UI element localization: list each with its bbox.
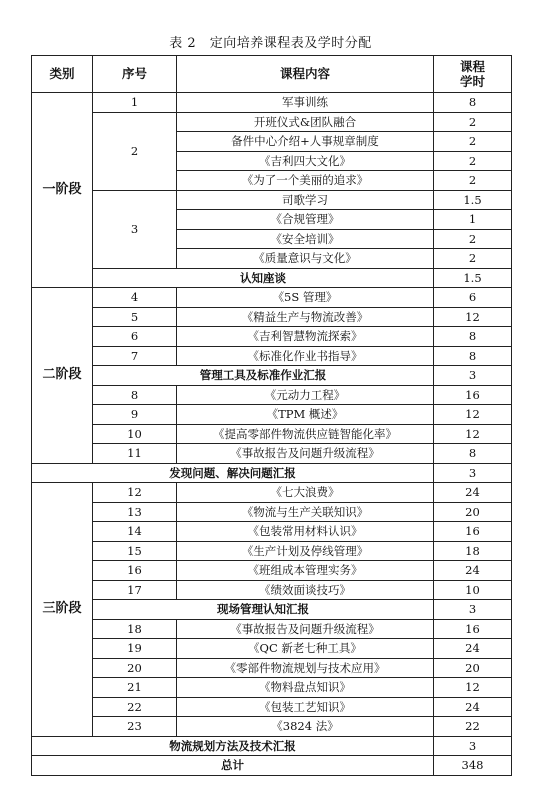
table-row	[32, 93, 512, 113]
hours-cell: 24	[434, 697, 512, 717]
total-hours: 348	[434, 756, 512, 776]
seq-cell: 6	[93, 327, 177, 347]
hours-cell: 12	[434, 678, 512, 698]
course-name: 《班组成本管理实务》	[177, 561, 434, 581]
course-name: 《3824 法》	[177, 717, 434, 737]
table-row	[32, 522, 512, 542]
course-name: 《TPM 概述》	[177, 405, 434, 425]
summary-row	[32, 463, 512, 483]
course-name: 军事训练	[177, 93, 434, 113]
table-row	[32, 639, 512, 659]
course-name: 司歌学习	[177, 190, 434, 210]
seq-cell: 21	[93, 678, 177, 698]
summary-name: 发现问题、解决问题汇报	[32, 463, 434, 483]
table-row	[32, 288, 512, 308]
hours-cell: 6	[434, 288, 512, 308]
header-hours: 课程 学时	[434, 56, 512, 93]
seq-cell: 1	[93, 93, 177, 113]
summary-row	[32, 366, 512, 386]
total-row	[32, 756, 512, 776]
course-name: 《包装工艺知识》	[177, 697, 434, 717]
seq-cell: 11	[93, 444, 177, 464]
hours-cell: 18	[434, 541, 512, 561]
hours-cell: 3	[434, 736, 512, 756]
table-row	[32, 346, 512, 366]
summary-name: 管理工具及标准作业汇报	[93, 366, 434, 386]
course-name: 《元动力工程》	[177, 385, 434, 405]
seq-cell: 23	[93, 717, 177, 737]
hours-cell: 24	[434, 639, 512, 659]
hours-cell: 8	[434, 346, 512, 366]
seq-cell: 10	[93, 424, 177, 444]
course-name: 《质量意识与文化》	[177, 249, 434, 269]
hours-cell: 3	[434, 463, 512, 483]
course-name: 《零部件物流规划与技术应用》	[177, 658, 434, 678]
course-name: 开班仪式&团队融合	[177, 112, 434, 132]
seq-cell: 9	[93, 405, 177, 425]
hours-cell: 10	[434, 580, 512, 600]
hours-cell: 2	[434, 249, 512, 269]
seq-cell: 17	[93, 580, 177, 600]
seq-cell: 16	[93, 561, 177, 581]
course-name: 《包装常用材料认识》	[177, 522, 434, 542]
hours-cell: 2	[434, 132, 512, 152]
course-name: 《事故报告及问题升级流程》	[177, 444, 434, 464]
course-name: 《吉利四大文化》	[177, 151, 434, 171]
seq-cell: 18	[93, 619, 177, 639]
table-row	[32, 697, 512, 717]
seq-cell: 13	[93, 502, 177, 522]
header-content: 课程内容	[177, 56, 434, 93]
course-name: 《标准化作业书指导》	[177, 346, 434, 366]
hours-cell: 12	[434, 424, 512, 444]
hours-cell: 24	[434, 561, 512, 581]
hours-cell: 8	[434, 93, 512, 113]
hours-cell: 20	[434, 658, 512, 678]
course-name: 《生产计划及停线管理》	[177, 541, 434, 561]
hours-cell: 2	[434, 112, 512, 132]
hours-cell: 16	[434, 385, 512, 405]
course-name: 《QC 新老七种工具》	[177, 639, 434, 659]
hours-cell: 8	[434, 327, 512, 347]
table-row	[32, 444, 512, 464]
hours-cell: 2	[434, 171, 512, 191]
hours-cell: 20	[434, 502, 512, 522]
summary-name: 现场管理认知汇报	[93, 600, 434, 620]
hours-cell: 8	[434, 444, 512, 464]
hours-cell: 3	[434, 600, 512, 620]
seq-cell: 14	[93, 522, 177, 542]
summary-row	[32, 736, 512, 756]
hours-cell: 1	[434, 210, 512, 230]
table-row	[32, 580, 512, 600]
course-name: 《事故报告及问题升级流程》	[177, 619, 434, 639]
seq-cell: 22	[93, 697, 177, 717]
course-name: 《物料盘点知识》	[177, 678, 434, 698]
seq-cell: 3	[93, 190, 177, 268]
course-name: 《绩效面谈技巧》	[177, 580, 434, 600]
seq-cell: 4	[93, 288, 177, 308]
table-row	[32, 190, 512, 210]
hours-cell: 12	[434, 307, 512, 327]
seq-cell: 19	[93, 639, 177, 659]
course-name: 《提高零部件物流供应链智能化率》	[177, 424, 434, 444]
total-label: 总计	[32, 756, 434, 776]
course-name: 《为了一个美丽的追求》	[177, 171, 434, 191]
hours-cell: 22	[434, 717, 512, 737]
summary-name: 认知座谈	[93, 268, 434, 288]
table-row	[32, 483, 512, 503]
table-row	[32, 717, 512, 737]
course-name: 备件中心介绍+人事规章制度	[177, 132, 434, 152]
hours-cell: 24	[434, 483, 512, 503]
table-caption: 表 2 定向培养课程表及学时分配	[169, 36, 372, 51]
hours-cell: 1.5	[434, 268, 512, 288]
table-row	[32, 678, 512, 698]
header-seq: 序号	[93, 56, 177, 93]
seq-cell: 8	[93, 385, 177, 405]
summary-row	[32, 268, 512, 288]
table-row	[32, 502, 512, 522]
table-row	[32, 561, 512, 581]
table-row	[32, 541, 512, 561]
hours-cell: 2	[434, 151, 512, 171]
course-name: 《七大浪费》	[177, 483, 434, 503]
seq-cell: 7	[93, 346, 177, 366]
table-row	[32, 405, 512, 425]
table-row	[32, 112, 512, 132]
table-row	[32, 658, 512, 678]
table-row	[32, 327, 512, 347]
stage-label: 二阶段	[32, 288, 93, 464]
seq-cell: 12	[93, 483, 177, 503]
seq-cell: 15	[93, 541, 177, 561]
stage-label: 三阶段	[32, 483, 93, 737]
hours-cell: 12	[434, 405, 512, 425]
course-name: 《精益生产与物流改善》	[177, 307, 434, 327]
table-row	[32, 619, 512, 639]
hours-cell: 3	[434, 366, 512, 386]
hours-cell: 16	[434, 522, 512, 542]
course-name: 《5S 管理》	[177, 288, 434, 308]
course-name: 《合规管理》	[177, 210, 434, 230]
header-category: 类别	[32, 56, 93, 93]
header-row	[32, 56, 512, 93]
seq-cell: 20	[93, 658, 177, 678]
course-schedule-table	[31, 55, 512, 776]
stage-label: 一阶段	[32, 93, 93, 288]
summary-name: 物流规划方法及技术汇报	[32, 736, 434, 756]
table-row	[32, 424, 512, 444]
hours-cell: 2	[434, 229, 512, 249]
seq-cell: 2	[93, 112, 177, 190]
hours-cell: 16	[434, 619, 512, 639]
course-name: 《吉利智慧物流探索》	[177, 327, 434, 347]
table-row	[32, 307, 512, 327]
course-name: 《安全培训》	[177, 229, 434, 249]
course-name: 《物流与生产关联知识》	[177, 502, 434, 522]
seq-cell: 5	[93, 307, 177, 327]
table-row	[32, 385, 512, 405]
hours-cell: 1.5	[434, 190, 512, 210]
summary-row	[32, 600, 512, 620]
